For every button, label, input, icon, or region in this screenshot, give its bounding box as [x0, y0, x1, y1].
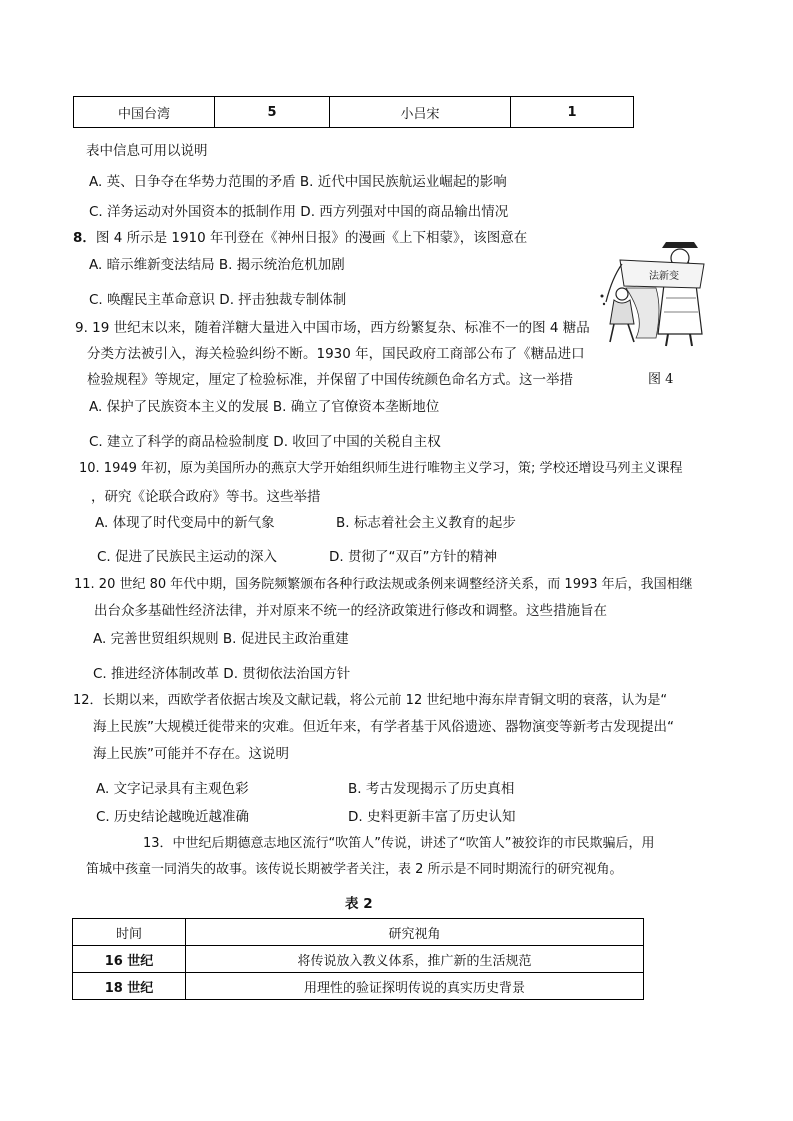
figure-4-cartoon: [596, 238, 718, 350]
table-cell: 中国台湾: [74, 97, 215, 128]
table-cell: 小吕宋: [330, 97, 511, 128]
q9-options-ab: A. 保护了民族资本主义的发展 B. 确立了官僚资本垄断地位: [89, 399, 440, 415]
table-header-row: [73, 919, 644, 946]
q13-line-2: 笛城中孩童一同消失的故事。该传说长期被学者关注，表 2 所示是不同时期流行的研究视角。: [86, 862, 623, 877]
q12-option-b: B. 考古发现揭示了历史真相: [348, 781, 515, 797]
table-row: [73, 946, 644, 973]
research-perspective-table: [72, 918, 644, 1000]
q7-options-cd: C. 洋务运动对外国资本的抵制作用 D. 西方列强对中国的商品输出情况: [89, 204, 509, 220]
q12-line-2: 海上民族”大规模迁徙带来的灾难。但近年来，有学者基于风俗遗迹、器物演变等新考古发现提出“: [93, 719, 674, 735]
table-cell: 5: [215, 97, 330, 128]
q10-option-b: B. 标志着社会主义教育的起步: [336, 515, 516, 531]
table-cell: 用理性的验证探明传说的真实历史背景: [186, 973, 644, 1000]
q10-line-1: 10. 1949 年初，原为美国所办的燕京大学开始组织师生进行唯物主义学习，策; 学校还增设马列主义课程: [79, 461, 683, 476]
q11-options-cd: C. 推进经济体制改革 D. 贯彻依法治国方针: [93, 666, 351, 682]
q8-options-cd: C. 唤醒民主革命意识 D. 抨击独裁专制体制: [89, 292, 347, 308]
q9-line-3: 检验规程》等规定，厘定了检验标准，并保留了中国传统颜色命名方式。这一举措: [87, 372, 573, 388]
q11-line-1: 11. 20 世纪 80 年代中期，国务院频繁颁布各种行政法规或条例来调整经济关系，而 1993 年后，我国相继: [74, 577, 693, 592]
figure-4-caption: 图 4: [648, 372, 674, 387]
q11-options-ab: A. 完善世贸组织规则 B. 促进民主政治重建: [93, 631, 349, 647]
table-header-perspective: 研究视角: [186, 919, 644, 946]
q8-stem: [73, 226, 527, 246]
q8-options-ab: A. 暗示维新变法结局 B. 揭示统治危机加剧: [89, 257, 345, 273]
q13-line-1: 13．中世纪后期德意志地区流行“吹笛人”传说，讲述了“吹笛人”被狡诈的市民欺骗后，用: [143, 836, 655, 851]
table-header-time: 时间: [73, 919, 186, 946]
q12-option-c: C. 历史结论越晚近越准确: [96, 809, 250, 825]
table-cell: 16 世纪: [73, 946, 186, 973]
q8-text: 图 4 所示是 1910 年刊登在《神州日报》的漫画《上下相蒙》，该图意在: [95, 230, 528, 246]
trade-table: [73, 96, 634, 128]
banner-text: 法新变: [649, 271, 679, 282]
table-cell: 将传说放入教义体系，推广新的生活规范: [186, 946, 644, 973]
table-2-caption: 表 2: [345, 896, 373, 912]
q10-option-d: D. 贯彻了“双百”方针的精神: [329, 549, 497, 565]
q9-options-cd: C. 建立了科学的商品检验制度 D. 收回了中国的关税自主权: [89, 434, 441, 450]
q10-option-c: C. 促进了民族民主运动的深入: [97, 549, 278, 565]
q7-options-ab: A. 英、日争夺在华势力范围的矛盾 B. 近代中国民族航运业崛起的影响: [89, 174, 507, 190]
q12-option-a: A. 文字记录具有主观色彩: [96, 781, 249, 797]
q12-line-3: 海上民族”可能并不存在。这说明: [93, 746, 289, 762]
q10-line-2: ，研究《论联合政府》等书。这些举措: [91, 489, 321, 505]
q9-line-1: 9. 19 世纪末以来，随着洋糖大量进入中国市场，西方纷繁复杂、标准不一的图 4 糖品: [75, 320, 590, 336]
table-row: [73, 973, 644, 1000]
q8-number: 8．: [73, 230, 96, 246]
q12-option-d: D. 史料更新丰富了历史认知: [348, 809, 516, 825]
table-row: [74, 97, 634, 128]
q7-stem-tail: 表中信息可用以说明: [86, 143, 208, 159]
q9-line-2: 分类方法被引入，海关检验纠纷不断。1930 年，国民政府工商部公布了《糖品进口: [87, 346, 585, 362]
q12-line-1: 12．长期以来，西欧学者依据古埃及文献记载，将公元前 12 世纪地中海东岸青铜文明的衰落，认为是“: [73, 693, 668, 708]
table-cell: 18 世纪: [73, 973, 186, 1000]
q11-line-2: 出台众多基础性经济法律，并对原来不统一的经济政策进行修改和调整。这些措施旨在: [94, 603, 607, 619]
q10-option-a: A. 体现了时代变局中的新气象: [95, 515, 275, 531]
table-cell: 1: [511, 97, 634, 128]
